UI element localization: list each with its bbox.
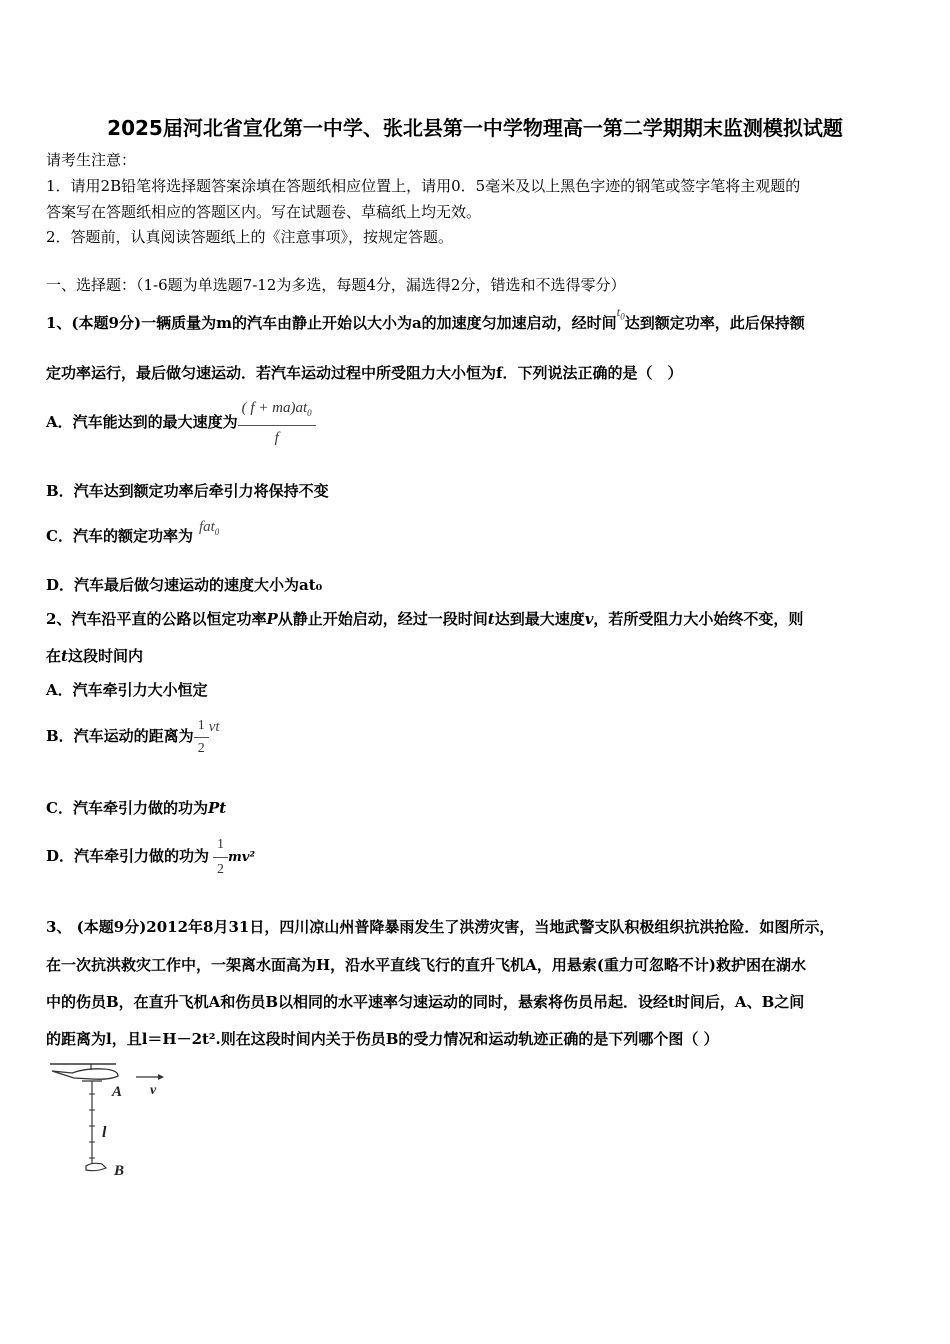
notice-1b: 答案写在答题纸相应的答题区内。写在试题卷、草稿纸上均无效。 <box>46 203 482 221</box>
q1-stem-line-1 <box>46 304 805 339</box>
section-heading: 一、选择题：（1-6题为单选题7-12为多选，每题4分，漏选得2分，错选和不选得零分） <box>46 276 626 294</box>
q2-t-2: t <box>61 647 68 665</box>
q2-option-d-tail: mv² <box>228 850 256 865</box>
label-l: l <box>102 1124 107 1141</box>
q1-option-a-label: A．汽车能达到的最大速度为 <box>46 413 238 431</box>
q2-option-b <box>46 714 220 759</box>
notice-1a: 1．请用2B铅笔将选择题答案涂填在答题纸相应位置上，请用0．5毫米及以上黑色字迹的钢笔或签字笔将主观题的 <box>46 177 801 195</box>
q2-p: P <box>266 610 278 628</box>
label-a: A <box>112 1084 123 1100</box>
q1-stem-a: 1、(本题9分)一辆质量为m的汽车由静止开始以大小为a的加速度匀加速启动，经时间 <box>46 314 617 332</box>
q1-option-c <box>46 519 220 552</box>
helicopter-figure <box>46 1060 176 1185</box>
q1-option-b: B．汽车达到额定功率后牵引力将保持不变 <box>46 482 329 500</box>
q2-option-b-tail: vt <box>208 719 220 735</box>
q1-option-c-math-base: fat <box>198 519 215 535</box>
helicopter-icon <box>52 1069 118 1079</box>
label-b: B <box>114 1163 125 1179</box>
q3-line-2: 在一次抗洪救灾工作中，一架离水面高为H，沿水平直线飞行的直升飞机A，用悬索(重力可忽略不计)救护困在湖水 <box>46 956 807 974</box>
q1-option-a-denominator: f <box>274 430 279 446</box>
q1-t0 <box>616 304 625 322</box>
exam-title: 2025届河北省宣化第一中学、张北县第一中学物理高一第二学期期末监测模拟试题 <box>107 116 843 140</box>
q2-option-d-fraction <box>213 835 228 880</box>
q2-stem-a3: 达到最大速度 <box>494 610 585 628</box>
q1-stem-b: 达到额定功率，此后保持额 <box>624 314 805 332</box>
q1-t0-sub: 0 <box>620 311 625 322</box>
q1-option-c-math-sub: 0 <box>214 527 220 537</box>
q2-option-d-label: D．汽车牵引力做的功为 <box>46 847 210 865</box>
q1-stem-c: 定功率运行，最后做匀速运动．若汽车运动过程中所受阻力大小恒为f．下列说法正确的是（ ） <box>46 364 683 382</box>
q2-option-c-label: C．汽车牵引力做的功为 <box>46 799 208 817</box>
notice-heading: 请考生注意： <box>46 151 137 169</box>
q2-stem-line-1 <box>46 609 803 629</box>
q2-stem-a1: 2、汽车沿平直的公路以恒定功率 <box>46 610 267 628</box>
q2-stem-a4: ，若所受阻力大小始终不变，则 <box>593 610 804 628</box>
q2-option-a: A．汽车牵引力大小恒定 <box>46 681 208 699</box>
q2-option-b-label: B．汽车运动的距离为 <box>46 727 194 745</box>
q1-option-a-num-sub: 0 <box>307 408 312 418</box>
q2-option-b-denominator: 2 <box>197 740 205 756</box>
q2-t: t <box>487 610 495 628</box>
q1-option-a-numerator <box>238 398 316 426</box>
q2-v: v <box>584 610 594 628</box>
q2-stem-line-2 <box>46 646 143 666</box>
q2-option-b-numerator: 1 <box>194 717 209 738</box>
q2-option-c-math: Pt <box>207 799 227 817</box>
q2-stem-b1: 在 <box>46 647 62 665</box>
notice-2: 2．答题前，认真阅读答题纸上的《注意事项》，按规定答题。 <box>46 228 454 246</box>
q2-option-d-denominator: 2 <box>217 861 225 877</box>
q1-option-c-math <box>199 519 219 535</box>
q2-option-d-numerator: 1 <box>213 835 228 858</box>
q2-option-b-fraction <box>194 717 209 758</box>
q2-option-c <box>46 798 226 818</box>
q3-line-1: 3、 (本题9分)2012年8月31日，四川凉山州普降暴雨发生了洪涝灾害，当地武警支队积极组织抗洪抢险．如图所示， <box>46 918 835 936</box>
q1-option-d: D．汽车最后做匀速运动的速度大小为at₀ <box>46 576 323 594</box>
label-v: v <box>150 1083 157 1098</box>
q1-t0-base: t <box>616 304 621 319</box>
velocity-arrow-head <box>158 1074 164 1080</box>
q1-option-a-num-text: ( f + ma)at <box>241 400 308 416</box>
q2-stem-a2: 从静止开始启动，经过一段时间 <box>277 610 488 628</box>
q1-option-c-label: C．汽车的额定功率为 <box>46 527 193 545</box>
q3-line-4: 的距离为l，且l＝H－2t².则在这段时间内关于伤员B的受力情况和运动轨迹正确的是下列哪个图（ ） <box>46 1030 719 1048</box>
q3-line-3: 中的伤员B，在直升飞机A和伤员B以相同的水平速率匀速运动的同时，悬索将伤员吊起．设经t时间后，A、B之间 <box>46 993 805 1011</box>
q1-option-a-fraction <box>238 398 316 448</box>
q2-option-d <box>46 832 255 882</box>
victim-icon <box>86 1163 106 1170</box>
q2-stem-b2: 这段时间内 <box>67 647 143 665</box>
q1-option-a <box>46 398 316 448</box>
